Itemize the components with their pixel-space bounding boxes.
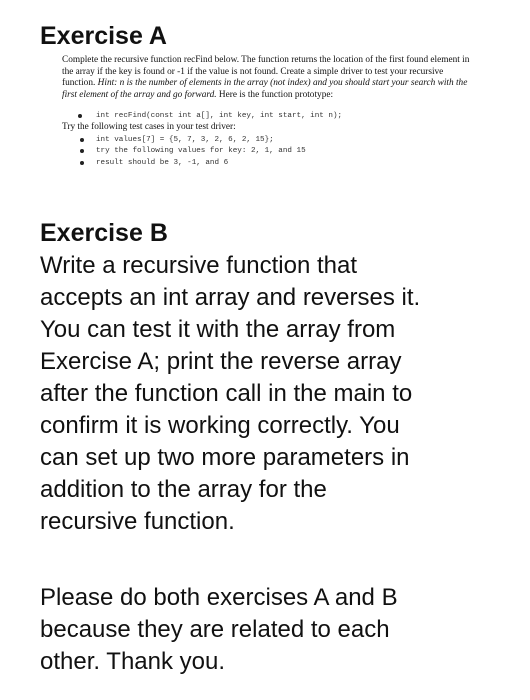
exercise-a-instructions	[62, 55, 477, 101]
list-item	[62, 145, 477, 157]
test-case-1: int values[7] = {5, 7, 3, 2, 6, 2, 15};	[96, 135, 274, 144]
hint-label: Hint:	[97, 78, 118, 89]
text-line: other. Thank you.	[40, 648, 226, 675]
test-cases-intro: Try the following test cases in your test driver:	[62, 121, 236, 132]
text-line: after the function call in the main to	[40, 380, 413, 407]
exercise-b-heading: Exercise B	[40, 219, 168, 247]
prototype-list	[62, 110, 477, 122]
list-item	[62, 134, 477, 146]
text-line: Please do both exercises A and B	[40, 584, 398, 611]
exercise-b-body	[40, 250, 520, 538]
test-case-2: try the following values for key: 2, 1, and 15	[96, 147, 306, 156]
text-line: because they are related to each	[40, 616, 390, 643]
text-line: Write a recursive function that	[40, 252, 358, 279]
text-line: confirm it is working correctly. You	[40, 412, 400, 439]
text-line: accepts an int array and reverses it.	[40, 284, 421, 311]
test-case-list	[62, 134, 477, 169]
hint-text: n is the number of elements in the array (not index) and you should start your search with the first element of the array and go forward.	[62, 78, 468, 100]
text-line: addition to the array for the	[40, 476, 327, 503]
prototype-intro: Here is the function prototype:	[216, 89, 334, 100]
text-line: can set up two more parameters in	[40, 444, 410, 471]
text-line: Exercise A; print the reverse array	[40, 348, 402, 375]
text-line: You can test it with the array from	[40, 316, 396, 343]
list-item	[62, 157, 477, 169]
closing-note	[40, 582, 520, 678]
test-case-3: result should be 3, -1, and 6	[96, 158, 229, 167]
list-item	[62, 110, 477, 122]
instructions-text: Complete the recursive function recFind below. The function returns the location of the first found element in the array if the key is found or -1 if the value is not found. Create a simple driver to test your recursive function.	[62, 55, 470, 89]
text-line: recursive function.	[40, 508, 235, 535]
exercise-a-excerpt	[62, 55, 477, 168]
exercise-a-heading: Exercise A	[40, 22, 167, 50]
prototype-code: int recFind(const int a[], int key, int start, int n);	[96, 112, 343, 121]
